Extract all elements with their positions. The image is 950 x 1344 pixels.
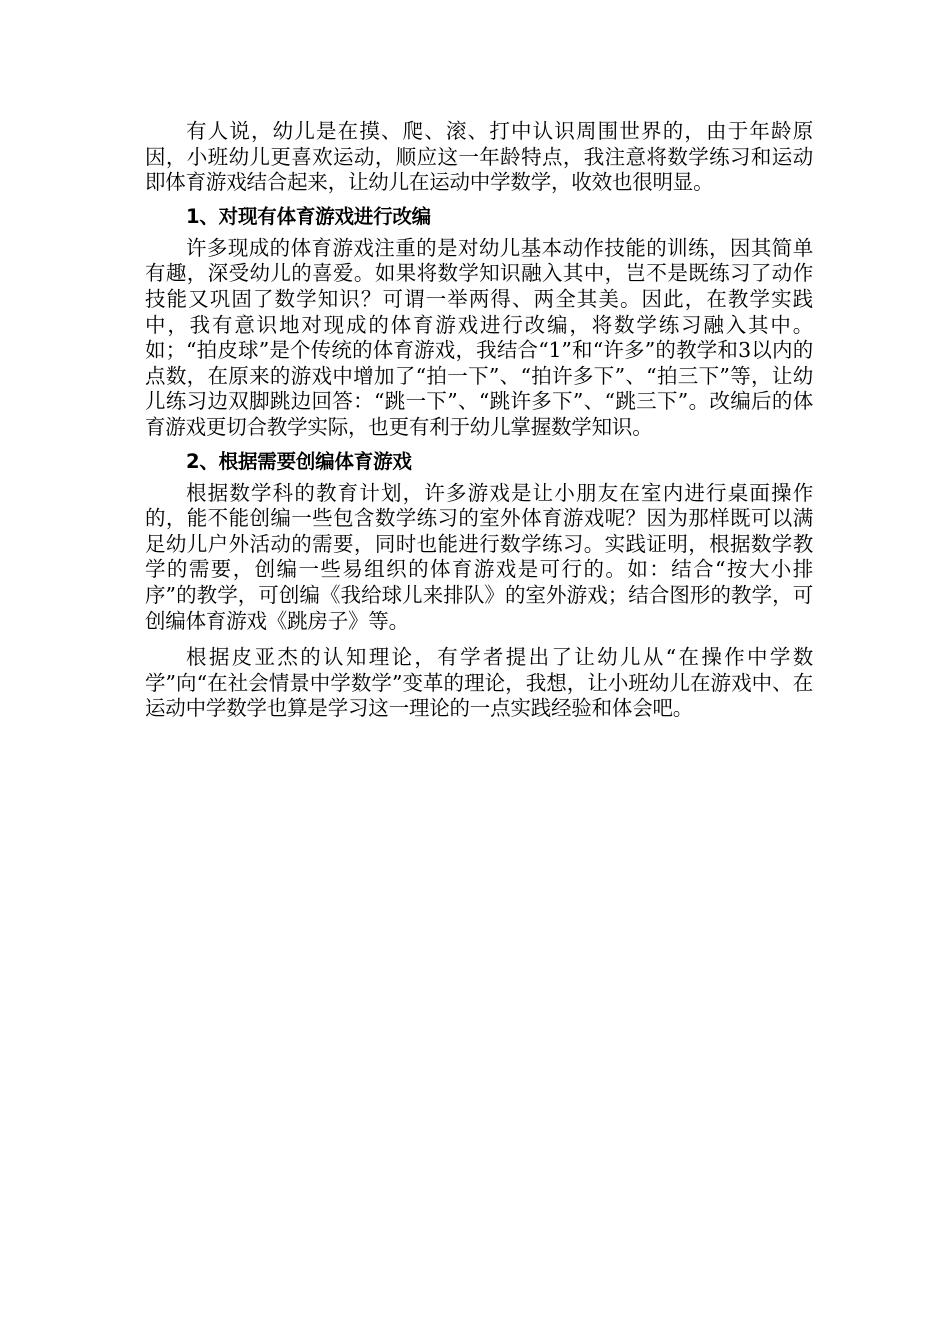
intro-paragraph: 有人说，幼儿是在摸、爬、滚、打中认识周围世界的，由于年龄原因，小班幼儿更喜欢运动，顺应这一年龄特点，我注意将数学练习和运动即体育游戏结合起来，让幼儿在运动中学数学，收效也很明显。 xyxy=(145,119,813,195)
document-body xyxy=(145,119,813,722)
section-2-heading: 2、根据需要创编体育游戏 xyxy=(186,449,412,473)
section-2-paragraph: 根据数学科的教育计划，许多游戏是让小朋友在室内进行桌面操作的，能不能创编一些包含数学练习的室外体育游戏呢？因为那样既可以满足幼儿户外活动的需要，同时也能进行数学练习。实践证明，根据数学教学的需要，创编一些易组织的体育游戏是可行的。如：结合“按大小排序”的教学，可创编《我给球儿来排队》的室外游戏；结合图形的教学，可创编体育游戏《跳房子》等。 xyxy=(145,480,813,633)
paragraph-gap xyxy=(145,634,813,645)
section-1-paragraph: 许多现成的体育游戏注重的是对幼儿基本动作技能的训练，因其简单有趣，深受幼儿的喜爱。如果将数学知识融入其中，岂不是既练习了动作技能又巩固了数学知识？可谓一举两得、两全其美。因此，在教学实践中，我有意识地对现成的体育游戏进行改编，将数学练习融入其中。如；“拍皮球”是个传统的体育游戏，我结合“1”和“许多”的教学和3以内的点数，在原来的游戏中增加了“拍一下”、“拍许多下”、“拍三下”等，让幼儿练习边双脚跳边回答：“跳一下”、“跳许多下”、“跳三下”。改编后的体育游戏更切合教学实际，也更有利于幼儿掌握数学知识。 xyxy=(145,235,813,439)
section-1-heading: 1、对现有体育游戏进行改编 xyxy=(186,204,431,228)
conclusion-paragraph: 根据皮亚杰的认知理论，有学者提出了让幼儿从“在操作中学数学”向“在社会情景中学数学”变革的理论，我想，让小班幼儿在游戏中、在运动中学数学也算是学习这一理论的一点实践经验和体会吧。 xyxy=(145,645,813,721)
